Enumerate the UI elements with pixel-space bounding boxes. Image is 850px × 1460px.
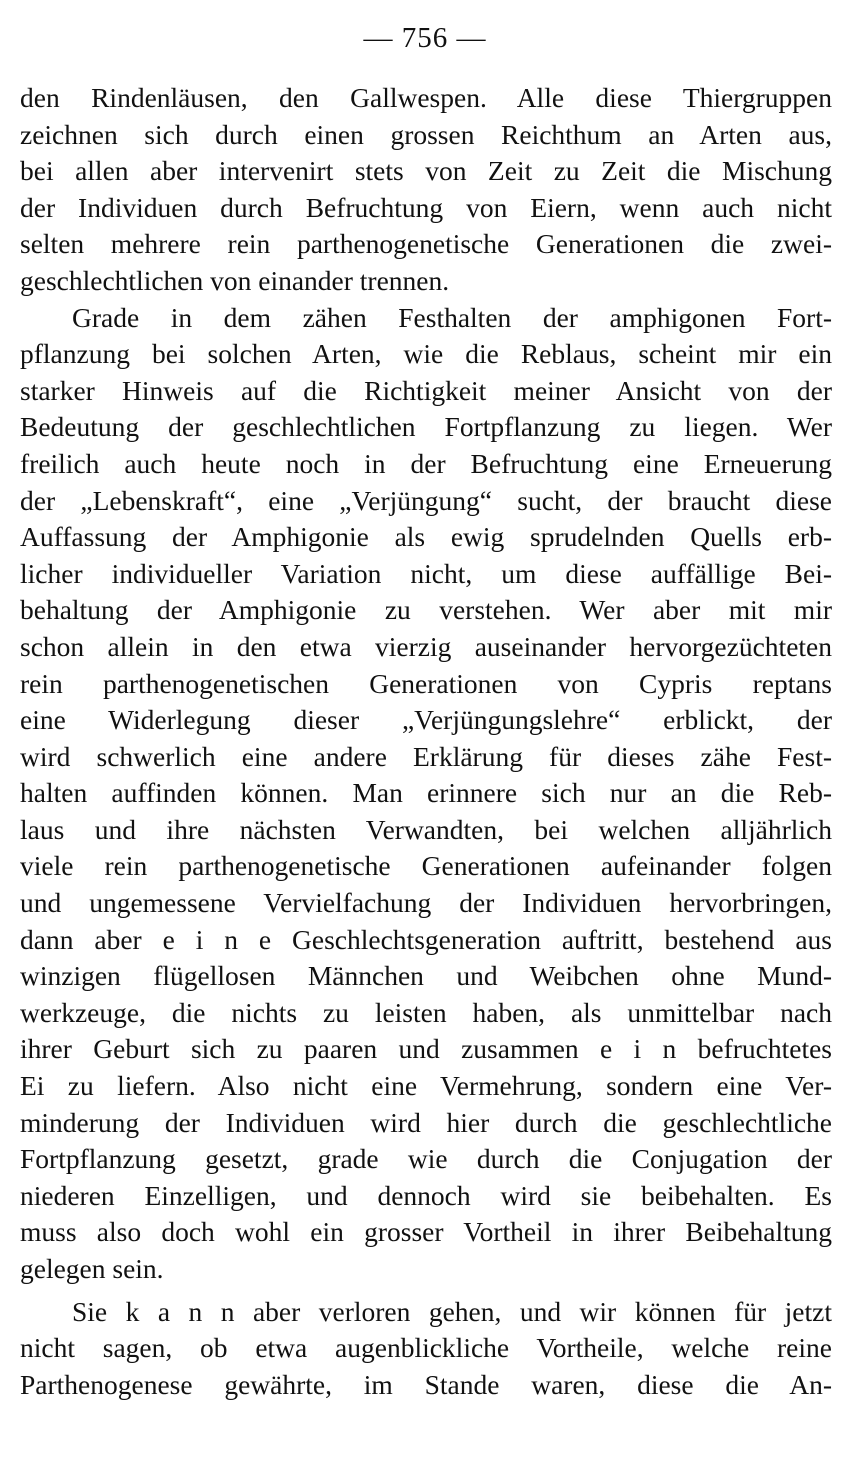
text-line: Bedeutung der geschlechtlichen Fortpflanzung zu liegen. Wer: [20, 411, 832, 443]
text-line: Fortpflanzung gesetzt, grade wie durch die Conjugation der: [20, 1143, 832, 1175]
text-line: freilich auch heute noch in der Befruchtung eine Erneuerung: [20, 447, 832, 479]
text-line: der Individuen durch Befruchtung von Eiern, wenn auch nicht: [20, 191, 832, 223]
text-line: halten auffinden können. Man erinnere sich nur an die Reb-: [20, 777, 832, 809]
text-line: wird schwerlich eine andere Erklärung für dieses zähe Fest-: [20, 740, 832, 772]
text-line: Sie k a n n aber verloren gehen, und wir können für jetzt: [72, 1295, 832, 1327]
paragraph: [20, 1294, 832, 1404]
paragraph: [20, 80, 832, 300]
text-line: werkzeuge, die nichts zu leisten haben, als unmittelbar nach: [20, 996, 832, 1028]
text-line: viele rein parthenogenetische Generationen aufeinander folgen: [20, 850, 832, 882]
text-line: Ei zu liefern. Also nicht eine Vermehrung, sondern eine Ver-: [20, 1070, 832, 1102]
text-line: den Rindenläusen, den Gallwespen. Alle diese Thiergruppen: [20, 82, 832, 113]
text-line: nicht sagen, ob etwa augenblickliche Vortheile, welche reine: [20, 1332, 832, 1364]
text-line: Parthenogenese gewährte, im Stande waren, diese die An-: [20, 1368, 832, 1400]
text-line: gelegen sein.: [20, 1253, 164, 1284]
paragraph: [20, 300, 832, 1288]
text-line: laus und ihre nächsten Verwandten, bei welchen alljährlich: [20, 813, 832, 845]
text-line: eine Widerlegung dieser „Verjüngungslehre“ erblickt, der: [20, 704, 832, 736]
text-line: Auffassung der Amphigonie als ewig sprudelnden Quells erb-: [20, 521, 832, 553]
text-line: behaltung der Amphigonie zu verstehen. Wer aber mit mir: [20, 594, 832, 626]
text-line: der „Lebenskraft“, eine „Verjüngung“ sucht, der braucht diese: [20, 484, 832, 516]
text-line: muss also doch wohl ein grosser Vortheil in ihrer Beibehaltung: [20, 1216, 832, 1248]
text-line: starker Hinweis auf die Richtigkeit meiner Ansicht von der: [20, 374, 832, 406]
text-line: geschlechtlichen von einander trennen.: [20, 264, 450, 296]
text-line: Grade in dem zähen Festhalten der amphigonen Fort-: [72, 301, 832, 333]
text-line: winzigen flügellosen Männchen und Weibchen ohne Mund-: [20, 960, 832, 992]
text-line: und ungemessene Vervielfachung der Individuen hervorbringen,: [20, 887, 832, 919]
text-line: dann aber e i n e Geschlechtsgeneration auftritt, bestehend aus: [20, 923, 832, 955]
page-number: — 756 —: [363, 22, 487, 54]
text-line: ihrer Geburt sich zu paaren und zusammen e i n befruchtetes: [20, 1033, 832, 1065]
text-line: bei allen aber intervenirt stets von Zeit zu Zeit die Mischung: [20, 155, 832, 187]
text-line: zeichnen sich durch einen grossen Reichthum an Arten aus,: [20, 118, 832, 150]
text-line: licher individueller Variation nicht, um diese auffällige Bei-: [20, 557, 832, 589]
text-line: selten mehrere rein parthenogenetische Generationen die zwei-: [20, 228, 832, 260]
text-line: rein parthenogenetischen Generationen von Cypris reptans: [20, 667, 832, 699]
body-text: [20, 80, 832, 1403]
text-line: pflanzung bei solchen Arten, wie die Reblaus, scheint mir ein: [20, 338, 832, 370]
text-line: niederen Einzelligen, und dennoch wird sie beibehalten. Es: [20, 1179, 832, 1211]
text-line: schon allein in den etwa vierzig auseinander hervorgezüchteten: [20, 630, 832, 662]
text-line: minderung der Individuen wird hier durch die geschlechtliche: [20, 1106, 832, 1138]
